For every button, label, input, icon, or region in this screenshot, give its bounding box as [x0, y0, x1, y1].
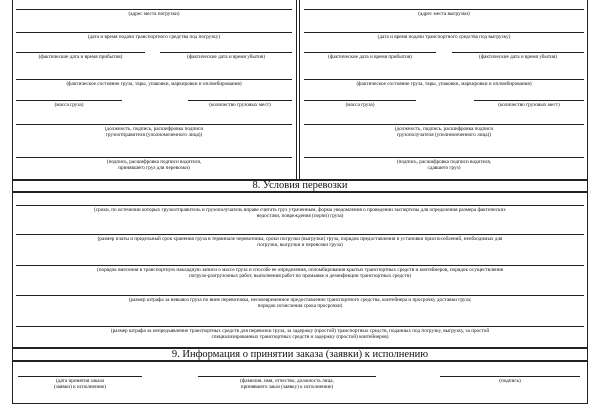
driver-handover-caption-1: (подпись, расшифровка подписи водителя, — [396, 159, 492, 165]
driver-handover-caption-2: сдавшего груз) — [427, 165, 461, 171]
unload-departure-caption: (фактические дата и время убытия) — [478, 54, 558, 60]
section-8-item-3-line-2: погрузо-разгрузочных работ, выполнения работ по промывке и дезинфекции транспортных средств) — [188, 273, 412, 279]
unload-delivery-datetime-caption: (дата и время подачи транспортного средства под выгрузку) — [377, 34, 511, 40]
unload-cargo-condition-caption: (фактическое состояние груза, тары, упаковки, маркировки и опломбирования) — [356, 81, 532, 87]
load-cargo-condition-caption: (фактическое состояние груза, тары, упаковки, маркировки и опломбирования) — [66, 81, 242, 87]
section-8-item-5-line-2: специализированных транспортных средств и задержку (простой) контейнеров) — [211, 334, 389, 340]
section-8-item-2-line-2: погрузки, выгрузки и перевозки груза) — [257, 242, 343, 248]
column-divider-inner — [299, 0, 300, 179]
section-8-item-1-line-2: недостачи, повреждения (порчи) груза) — [256, 213, 344, 219]
load-address-caption: (адрес места погрузки) — [128, 11, 180, 17]
accept-signature-caption: (подпись) — [499, 378, 521, 384]
section-8-item-4-line-1: (размер штрафа за невывоз груза по вине перевозчика, несвоевременное предоставление транспортного средства, контейнера и просрочку доставки груза; — [128, 297, 472, 303]
consignee-signature-caption-2: грузополучателя (уполномоченного лица)) — [396, 132, 492, 138]
load-arrival-caption: (фактические дата и время прибытия) — [38, 54, 123, 60]
accepting-person-caption-2: принявшего заказ (заявку) к исполнению) — [240, 384, 334, 390]
driver-accept-caption-2: принявшего груз для перевозки) — [118, 165, 190, 171]
accept-date-caption-1: (дата принятия заказа — [56, 378, 104, 384]
accept-date-caption-2: (заявки) к исполнению) — [53, 384, 107, 390]
section-9-title: 9. Информация о принятии заказа (заявки) к исполнению — [171, 349, 429, 360]
section-8-title: 8. Условия перевозки — [252, 180, 348, 191]
shipper-signature-caption-1: (должность, подпись, расшифровка подписи — [104, 126, 204, 132]
unload-address-caption: (адрес места выгрузки) — [418, 11, 470, 17]
section-8-item-1-line-1: (сроки, по истечении которых грузоотправитель и грузополучатель вправе считать груз утраченным, форма уведомления о проведении экспертизы для определения размера фактических — [94, 207, 506, 213]
accepting-person-caption-1: (фамилия, имя, отчество, должность лица, — [240, 378, 334, 384]
driver-accept-caption-1: (подпись, расшифровка подписи водителя, — [106, 159, 202, 165]
section-8-item-3-line-1: (порядок внесения в транспортную накладную записи о массе груза и способе ее определения, опломбирования крытых транспортных средств и контейнеров, порядок осуществления — [96, 267, 504, 273]
consignee-signature-caption-1: (должность, подпись, расшифровка подписи — [394, 126, 494, 132]
unload-places-caption: (количество грузовых мест) — [498, 102, 560, 108]
unload-weight-caption: (масса груза) — [345, 102, 375, 108]
load-places-caption: (количество грузовых мест) — [209, 102, 271, 108]
shipper-signature-caption-2: грузоотправителя (уполномоченного лица)) — [105, 132, 203, 138]
section-8-item-5-line-1: (размер штрафа за непредъявление транспортных средств для перевозки груза, за задержку (простой) транспортных средств, поданных под погрузку, выгрузку, за простой — [110, 328, 490, 334]
section-8-item-2-line-1: (размер платы и предельный срок хранения груза в терминале перевозчика, сроки погрузки (выгрузки) груза, порядок предоставления и установки приспособлений, необходимых для — [97, 236, 503, 242]
loading-unloading-block — [12, 0, 588, 180]
load-departure-caption: (фактические дата и время убытия) — [186, 54, 266, 60]
section-8-item-4-line-2: порядок исчисления срока просрочки) — [257, 303, 343, 309]
column-divider — [296, 0, 297, 179]
load-delivery-datetime-caption: (дата и время подачи транспортного средства под погрузку) — [87, 34, 221, 40]
load-weight-caption: (масса груза) — [54, 102, 84, 108]
unload-arrival-caption: (фактические дата и время прибытия) — [328, 54, 412, 60]
